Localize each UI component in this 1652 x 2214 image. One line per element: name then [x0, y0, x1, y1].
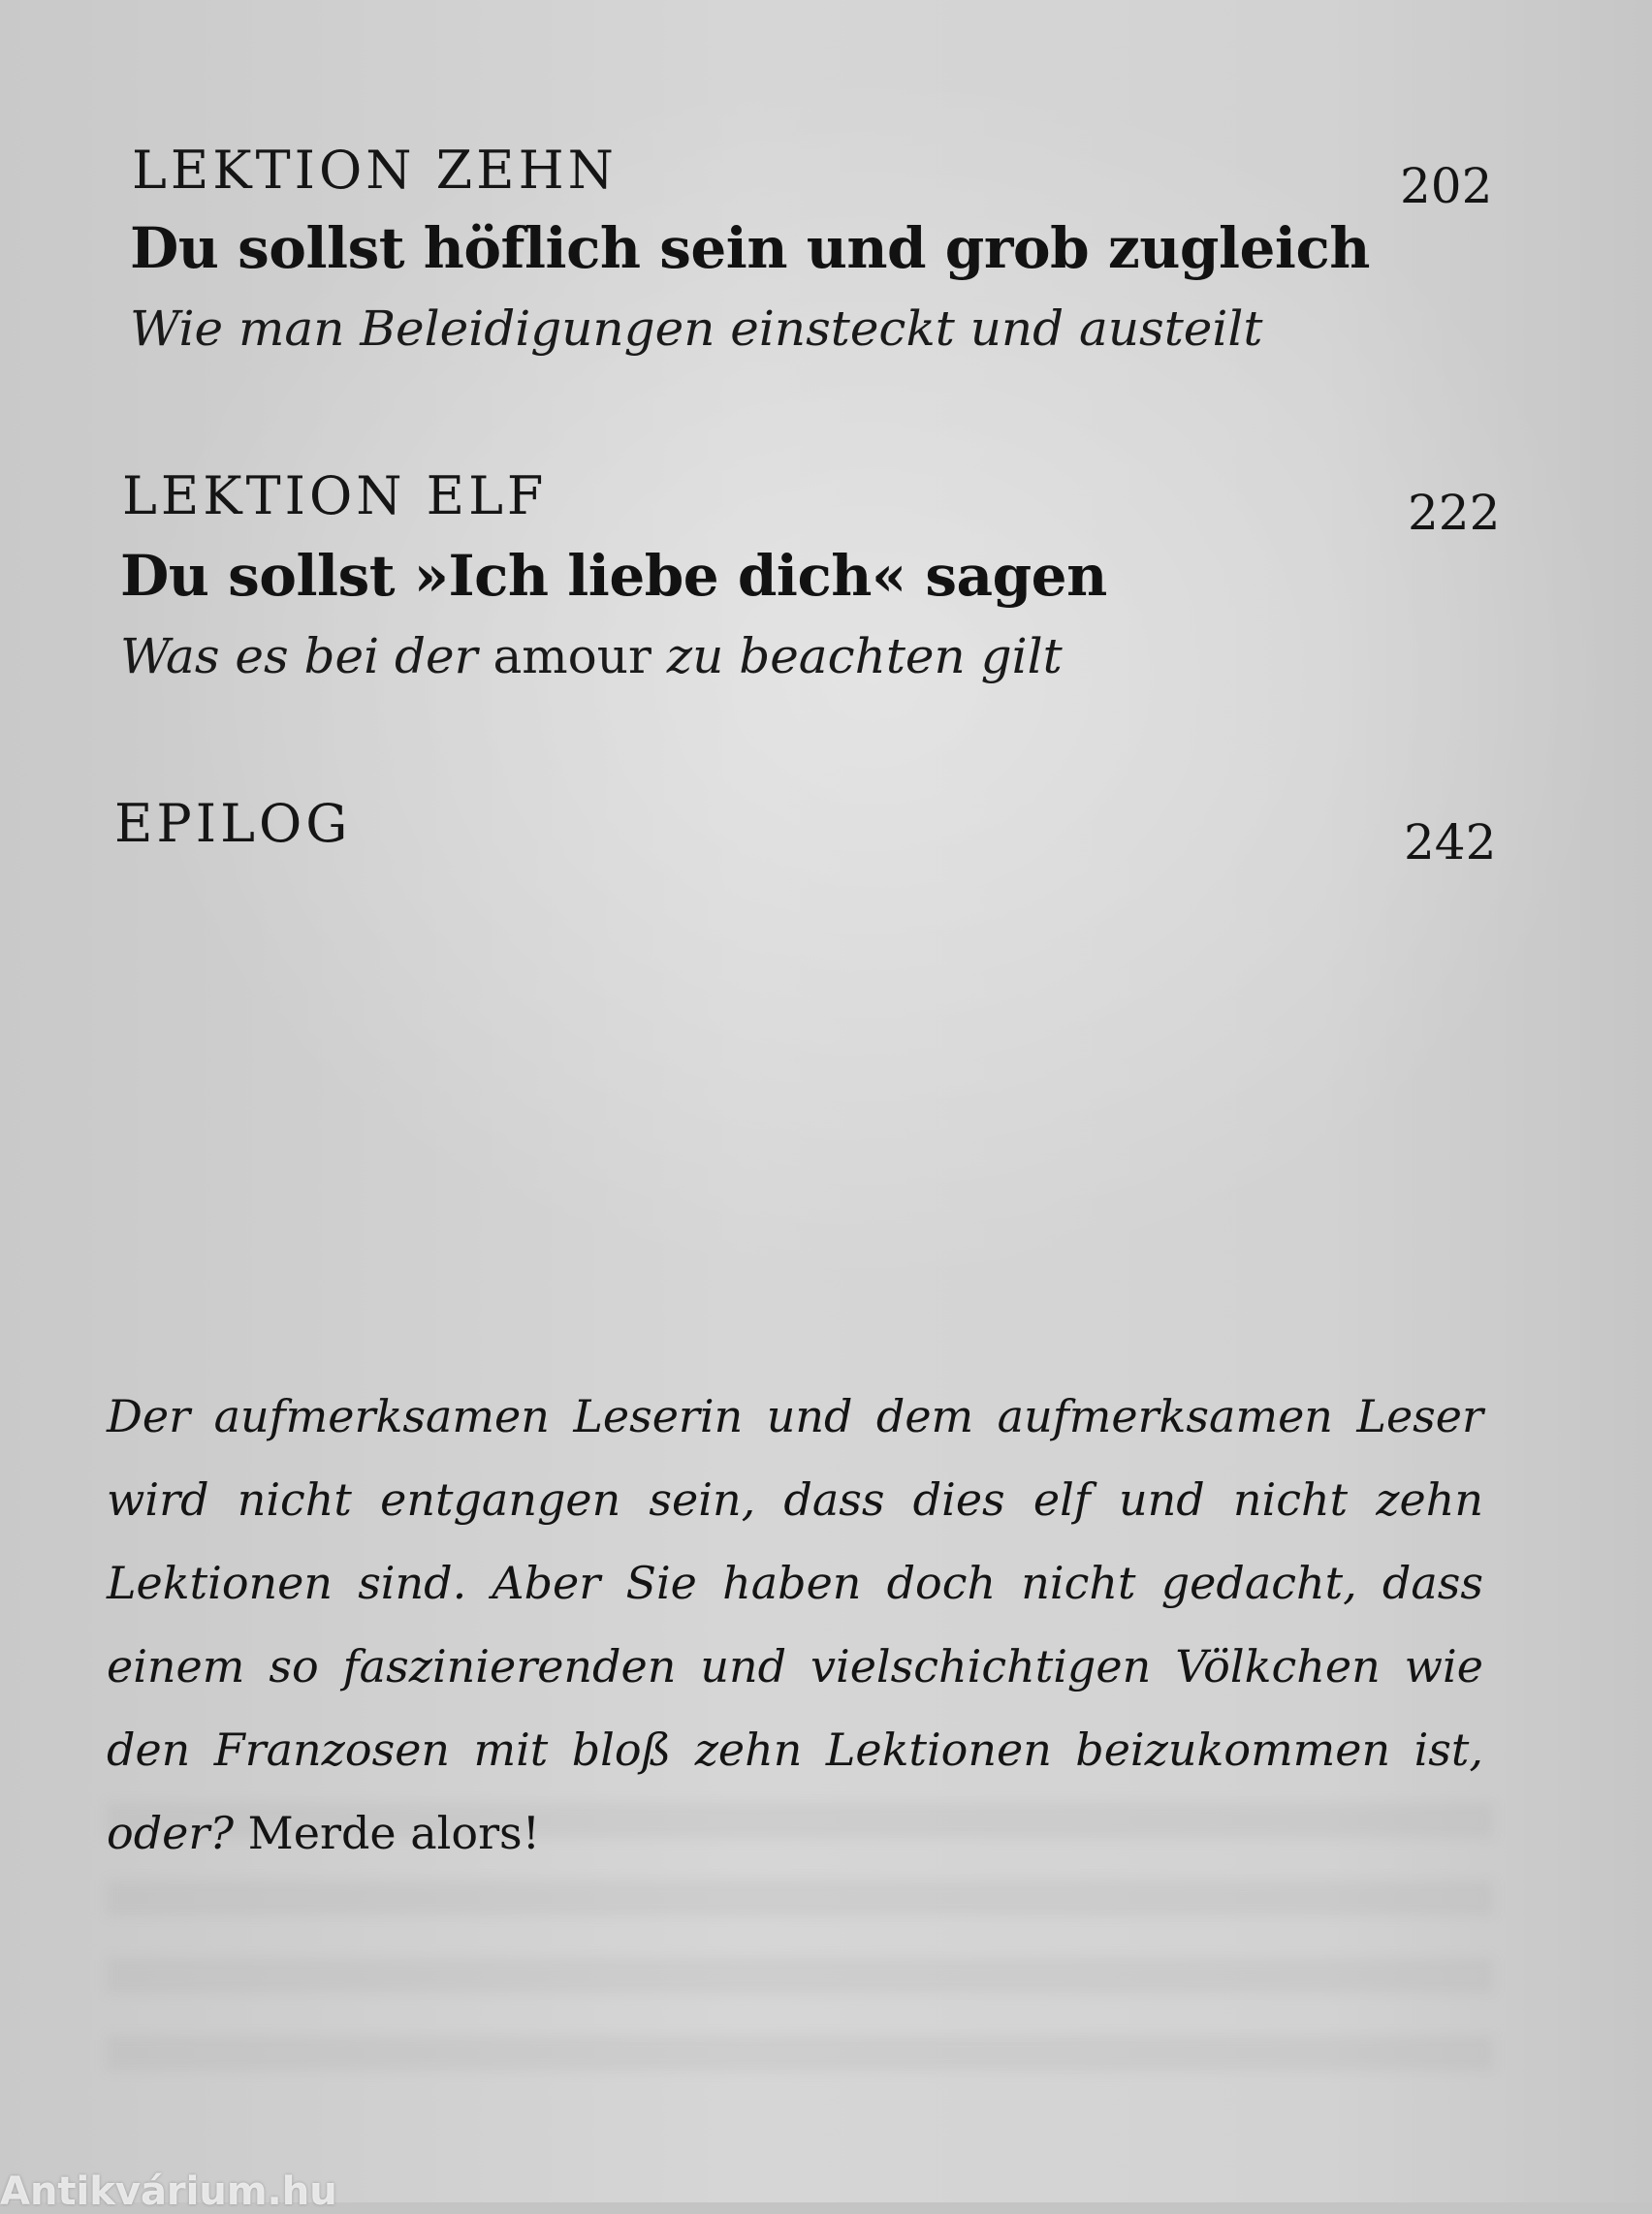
toc-entry-page-number: 202	[1400, 158, 1493, 214]
toc-entry-page-number: 222	[1408, 485, 1501, 541]
toc-entry-label: LEKTION ZEHN	[132, 140, 618, 201]
toc-entry-page-number: 242	[1404, 814, 1497, 870]
subtitle-text-before: Was es bei der	[120, 628, 493, 684]
closing-note	[107, 1375, 1483, 1875]
closing-note-exclamation: Merde alors!	[234, 1807, 541, 1859]
toc-entry-title: Du sollst höflich sein und grob zugleich	[130, 215, 1370, 281]
subtitle-text-after: zu beachten gilt	[651, 628, 1063, 684]
subtitle-foreign-word: amour	[492, 628, 651, 684]
toc-entry-subtitle	[120, 628, 1063, 684]
show-through-line	[107, 1881, 1493, 1915]
closing-note-text: Der aufmerksamen Leserin und dem aufmerksamen Leser wird nicht entgangen sein, dass dies elf und nicht zehn Lektionen sind. Aber Sie haben doch nicht gedacht, dass einem so faszinierenden und vielschichtigen Völkchen wie den Franzosen mit bloß zehn Lektionen beizukommen ist, oder?	[107, 1390, 1483, 1859]
toc-entry-label: LEKTION ELF	[122, 465, 548, 526]
toc-entry-subtitle: Wie man Beleidigungen einsteckt und austeilt	[130, 300, 1263, 357]
toc-entry-title: Du sollst »Ich liebe dich« sagen	[120, 543, 1107, 609]
watermark: Antikvárium.hu	[0, 2169, 337, 2214]
show-through-line	[107, 2036, 1493, 2071]
toc-entry-label: EPILOG	[114, 793, 352, 854]
show-through-line	[107, 1958, 1493, 1993]
